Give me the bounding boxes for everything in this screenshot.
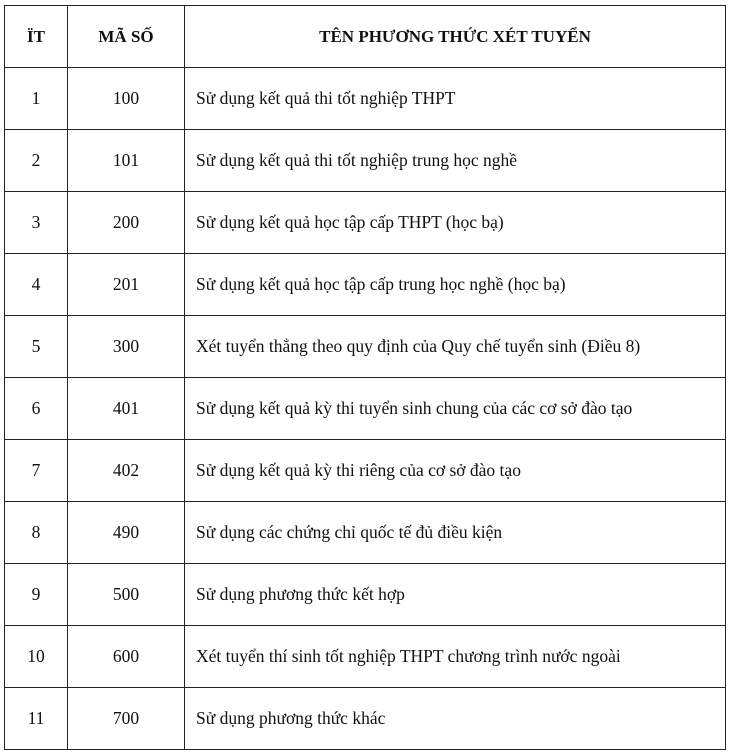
table-row — [5, 254, 726, 316]
cell-ten: Sử dụng kết quả học tập cấp trung học nghề (học bạ) — [185, 254, 726, 316]
cell-ma-so: 500 — [68, 564, 185, 626]
cell-stt: 3 — [5, 192, 68, 254]
header-ten-phuong-thuc: TÊN PHƯƠNG THỨC XÉT TUYỂN — [185, 6, 726, 68]
cell-ma-so: 600 — [68, 626, 185, 688]
table-row — [5, 564, 726, 626]
table-row — [5, 688, 726, 750]
cell-stt: 1 — [5, 68, 68, 130]
cell-stt: 10 — [5, 626, 68, 688]
cell-stt: 5 — [5, 316, 68, 378]
cell-ma-so: 200 — [68, 192, 185, 254]
header-stt: ΪT — [5, 6, 68, 68]
cell-ten: Sử dụng kết quả thi tốt nghiệp THPT — [185, 68, 726, 130]
table-row — [5, 378, 726, 440]
cell-ma-so: 100 — [68, 68, 185, 130]
table-header — [5, 6, 726, 68]
cell-ten: Sử dụng các chứng chỉ quốc tế đủ điều kiện — [185, 502, 726, 564]
table-row — [5, 68, 726, 130]
cell-ten: Xét tuyển thí sinh tốt nghiệp THPT chương trình nước ngoài — [185, 626, 726, 688]
cell-ten: Sử dụng kết quả kỳ thi riêng của cơ sở đào tạo — [185, 440, 726, 502]
cell-stt: 9 — [5, 564, 68, 626]
cell-ten: Xét tuyển thẳng theo quy định của Quy chế tuyển sinh (Điều 8) — [185, 316, 726, 378]
header-row — [5, 6, 726, 68]
cell-stt: 2 — [5, 130, 68, 192]
cell-stt: 11 — [5, 688, 68, 750]
cell-stt: 7 — [5, 440, 68, 502]
table-row — [5, 626, 726, 688]
table-body — [5, 68, 726, 750]
cell-ma-so: 401 — [68, 378, 185, 440]
table-row — [5, 440, 726, 502]
table-row — [5, 192, 726, 254]
cell-ten: Sử dụng phương thức kết hợp — [185, 564, 726, 626]
cell-stt: 8 — [5, 502, 68, 564]
cell-ma-so: 700 — [68, 688, 185, 750]
cell-ten: Sử dụng kết quả thi tốt nghiệp trung học nghề — [185, 130, 726, 192]
cell-ten: Sử dụng kết quả học tập cấp THPT (học bạ) — [185, 192, 726, 254]
table-row — [5, 130, 726, 192]
table-row — [5, 316, 726, 378]
cell-ten: Sử dụng phương thức khác — [185, 688, 726, 750]
cell-ten: Sử dụng kết quả kỳ thi tuyển sinh chung của các cơ sở đào tạo — [185, 378, 726, 440]
cell-ma-so: 101 — [68, 130, 185, 192]
cell-ma-so: 300 — [68, 316, 185, 378]
cell-stt: 6 — [5, 378, 68, 440]
cell-stt: 4 — [5, 254, 68, 316]
cell-ma-so: 490 — [68, 502, 185, 564]
admission-methods-table — [4, 5, 726, 750]
table-row — [5, 502, 726, 564]
cell-ma-so: 402 — [68, 440, 185, 502]
cell-ma-so: 201 — [68, 254, 185, 316]
header-ma-so: MÃ SỐ — [68, 6, 185, 68]
